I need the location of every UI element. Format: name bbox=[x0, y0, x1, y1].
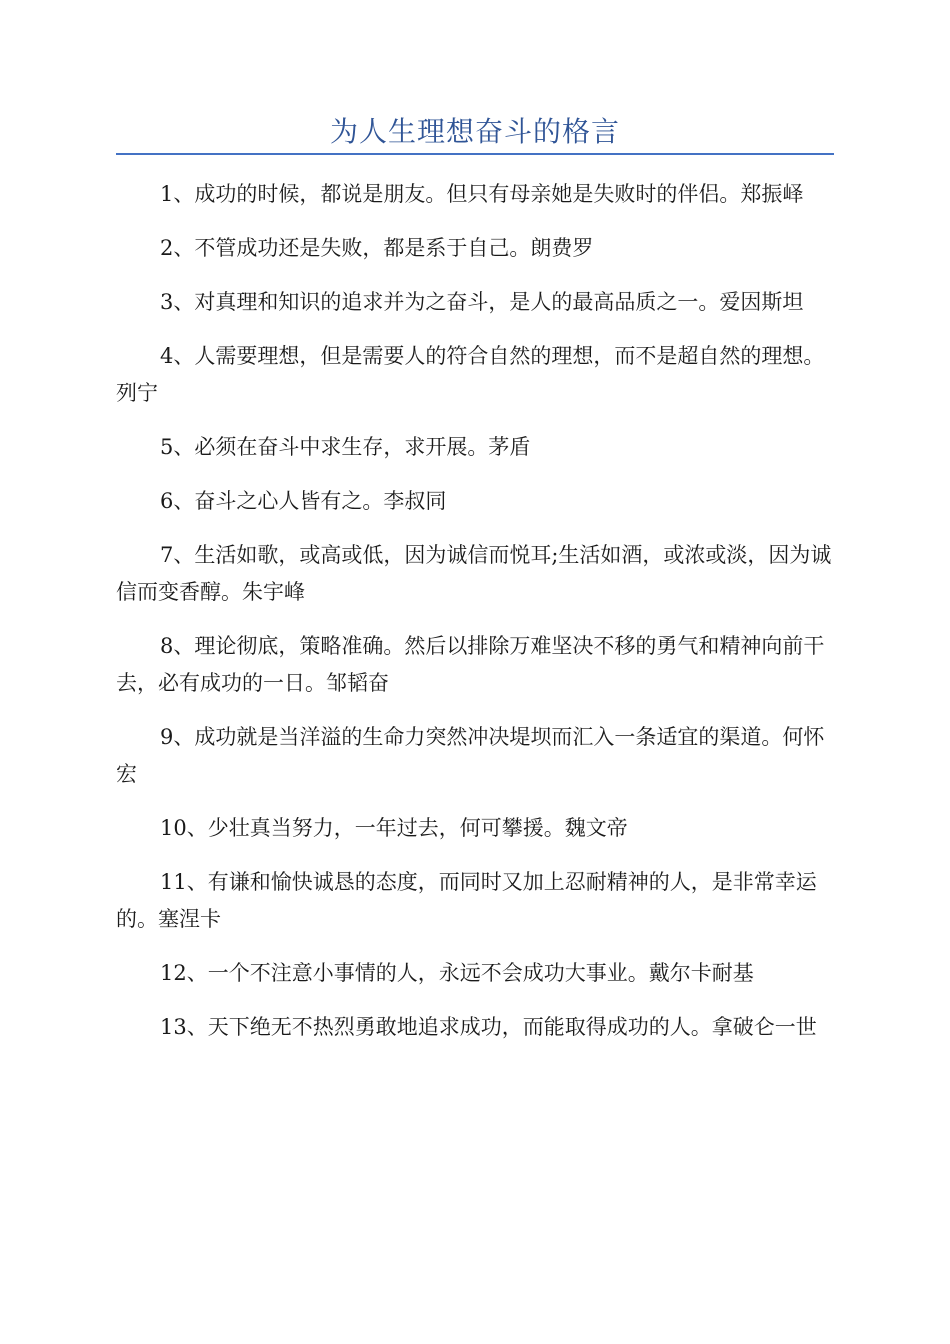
quote-paragraph: 11、有谦和愉快诚恳的态度，而同时又加上忍耐精神的人，是非常幸运的。塞涅卡 bbox=[116, 870, 817, 931]
title-underline bbox=[116, 153, 834, 155]
quote-paragraph: 6、奋斗之心人皆有之。李叔同 bbox=[160, 489, 447, 513]
quote-paragraph: 8、理论彻底，策略准确。然后以排除万难坚决不移的勇气和精神向前干去，必有成功的一日。邹韬奋 bbox=[116, 634, 825, 695]
document-title: 为人生理想奋斗的格言 bbox=[329, 115, 620, 148]
quote-paragraph: 12、一个不注意小事情的人，永远不会成功大事业。戴尔卡耐基 bbox=[160, 961, 754, 985]
quote-paragraph: 9、成功就是当洋溢的生命力突然冲决堤坝而汇入一条适宜的渠道。何怀宏 bbox=[116, 725, 825, 786]
quote-paragraph: 7、生活如歌，或高或低，因为诚信而悦耳;生活如酒，或浓或淡，因为诚信而变香醇。朱宇峰 bbox=[116, 543, 832, 604]
quote-paragraph: 10、少壮真当努力，一年过去，何可攀援。魏文帝 bbox=[160, 816, 628, 840]
quote-paragraph: 5、必须在奋斗中求生存，求开展。茅盾 bbox=[160, 435, 531, 459]
quote-paragraph: 3、对真理和知识的追求并为之奋斗，是人的最高品质之一。爱因斯坦 bbox=[160, 290, 804, 314]
quote-paragraph: 2、不管成功还是失败，都是系于自己。朗费罗 bbox=[160, 236, 594, 260]
document-body bbox=[116, 176, 834, 1063]
quote-paragraph: 13、天下绝无不热烈勇敢地追求成功，而能取得成功的人。拿破仑一世 bbox=[160, 1015, 817, 1039]
quote-paragraph: 1、成功的时候，都说是朋友。但只有母亲她是失败时的伴侣。郑振峄 bbox=[160, 182, 804, 206]
quote-paragraph: 4、人需要理想，但是需要人的符合自然的理想，而不是超自然的理想。列宁 bbox=[116, 344, 825, 405]
